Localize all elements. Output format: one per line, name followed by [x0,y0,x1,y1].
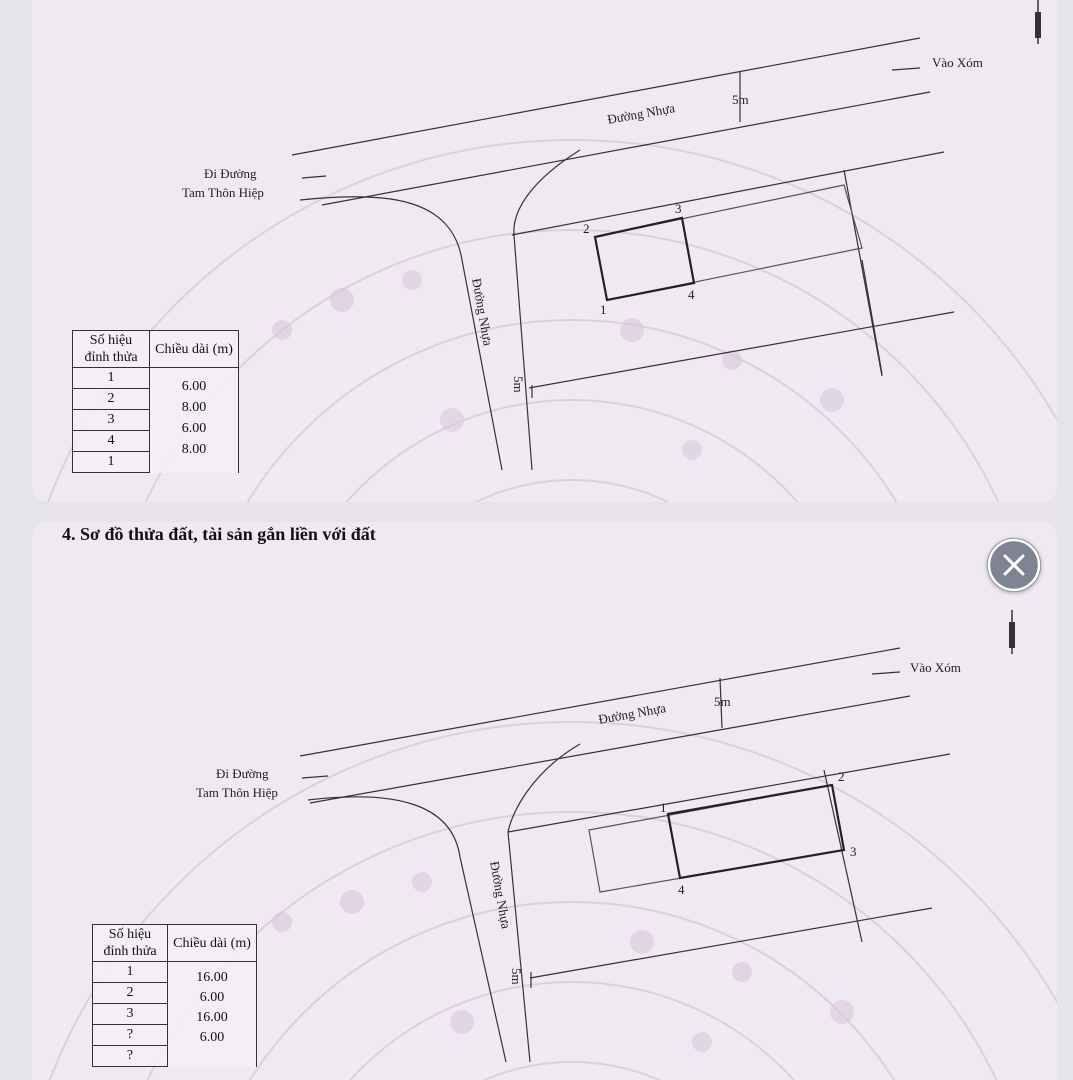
bottom-table-point-1: 1 [93,962,168,983]
bottom-to-village-label: Vào Xóm [910,660,961,675]
bottom-road-main-width: 5m [714,694,731,709]
bottom-table-point-3: 3 [93,1004,168,1025]
top-table-point-3: 3 [73,410,150,431]
bottom-north-arrow-icon [1004,610,1020,656]
top-vertex-3: 3 [675,201,682,216]
bottom-coordinates-table [92,924,257,1067]
top-table-length-1: 6.00 [181,379,207,394]
top-table-length-2: 8.00 [181,400,207,415]
top-vertex-2: 2 [583,221,590,236]
top-table-point-1: 1 [73,368,150,389]
bottom-table-length-1: 16.00 [196,970,228,985]
top-vertex-1: 1 [600,302,607,317]
bottom-road-side-width: 5m [509,968,524,985]
top-table-point-4: 4 [73,431,150,452]
top-table-point-5: 1 [73,452,150,473]
bottom-map-panel [32,522,1057,1080]
bottom-table-length-3: 16.00 [196,1010,228,1025]
bottom-vertex-3: 3 [850,844,857,859]
top-table-length-3: 6.00 [181,421,207,436]
top-road-side-width: 5m [511,376,526,393]
bottom-to-road-label-1: Đi Đường [216,766,269,781]
top-table-lengths [150,368,239,473]
top-vertex-4: 4 [688,287,695,302]
bottom-table-point-4: ? [93,1025,168,1046]
top-table-length-4: 8.00 [181,442,207,457]
bottom-table-length-2: 6.00 [199,990,225,1005]
bottom-table-point-2: 2 [93,983,168,1004]
bottom-vertex-1: 1 [660,800,667,815]
top-table-point-2: 2 [73,389,150,410]
bottom-road-main-label: Đường Nhựa [597,700,667,727]
top-table-header-points: Số hiệu đỉnh thửa [73,331,150,368]
section-title: 4. Sơ đồ thửa đất, tài sản gắn liền với đất [62,524,376,544]
bottom-vertex-4: 4 [678,882,685,897]
top-table-header-lengths: Chiều dài (m) [150,331,239,368]
bottom-table-length-4: 6.00 [199,1030,225,1045]
close-button[interactable] [987,538,1041,592]
bottom-table-lengths [168,962,257,1067]
top-road-side-label: Đường Nhựa [469,277,496,347]
top-road-main-width: 5m [732,92,749,107]
bottom-to-road-label-2: Tam Thôn Hiệp [196,785,278,800]
bottom-road-side-label: Đường Nhựa [487,860,514,930]
bottom-table-point-5: ? [93,1046,168,1067]
top-map-panel [32,0,1057,502]
bottom-vertex-2: 2 [838,769,845,784]
bottom-table-header-points: Số hiệu đỉnh thửa [93,925,168,962]
north-arrow-icon [1030,0,1046,46]
top-to-village-label: Vào Xóm [932,55,983,70]
top-road-main-label: Đường Nhựa [606,100,676,127]
top-coordinates-table [72,330,239,473]
bottom-table-header-lengths: Chiều dài (m) [168,925,257,962]
close-icon [987,538,1041,592]
top-to-road-label-2: Tam Thôn Hiệp [182,185,264,200]
top-to-road-label-1: Đi Đường [204,166,257,181]
